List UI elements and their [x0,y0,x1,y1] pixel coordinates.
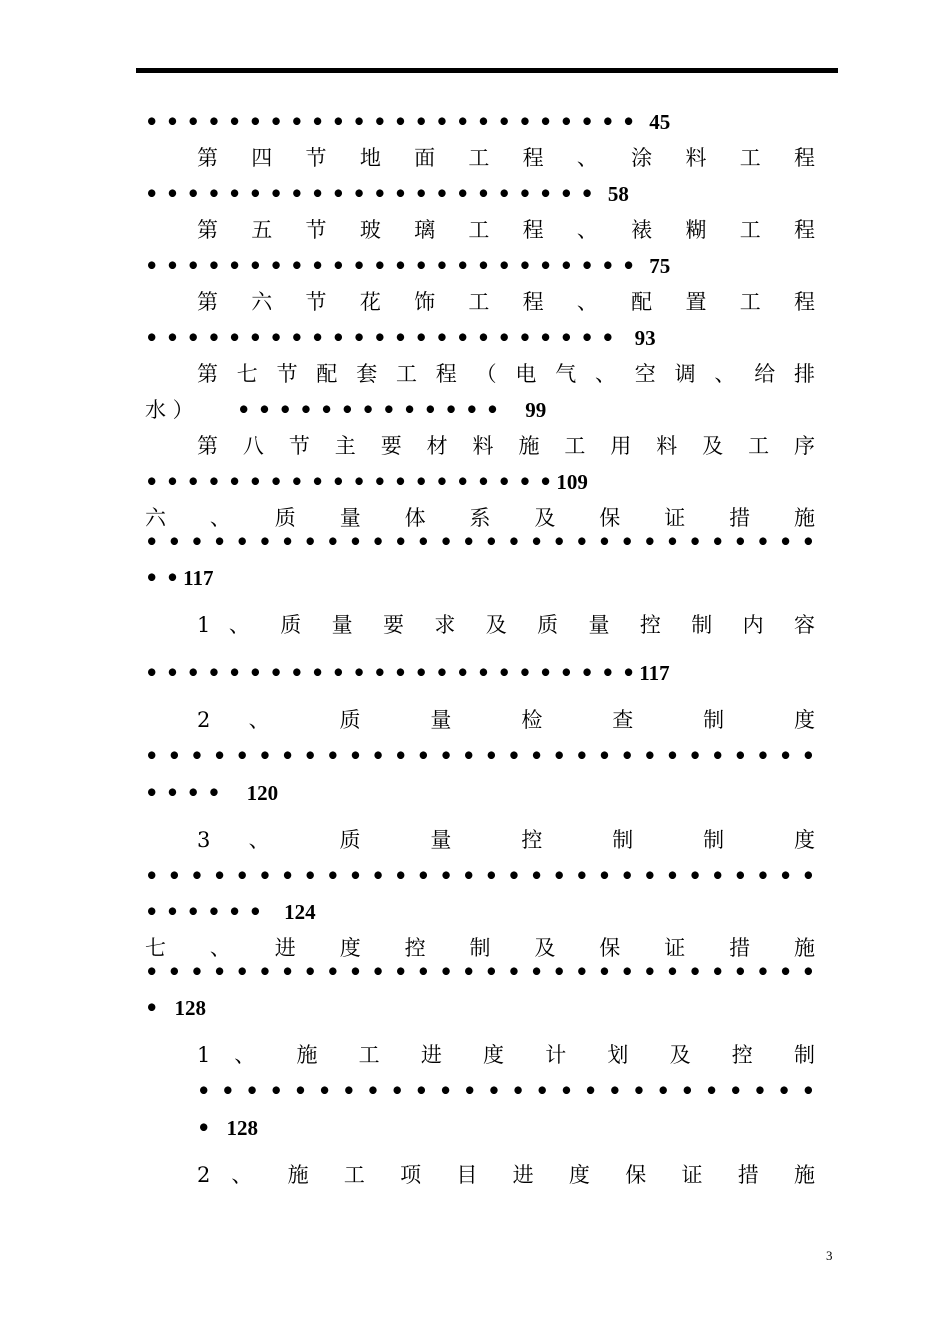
toc-entry-title: 1 、 质 量 要 求 及 质 量 控 制 内 容 [197,613,815,637]
toc-entry-title: 第 六 节 花 饰 工 程 、 配 置 工 程 [197,290,815,314]
toc-entry-section-6[interactable] [197,287,815,317]
leader-dots: • • • • • • • • • • • • • • • • • • • • • • • [145,325,615,350]
toc-entry-title: 2 、 质 量 检 查 制 度 [197,708,815,732]
leader-dots: • [197,1115,211,1140]
toc-entry-title: 第 四 节 地 面 工 程 、 涂 料 工 程 [197,146,815,170]
toc-entry-section-7[interactable] [197,359,815,389]
page-number: 3 [826,1248,833,1263]
toc-leader-line [145,527,815,557]
leader-dots: • [145,995,159,1020]
toc-page-number[interactable]: 128 [226,1116,258,1140]
leader-dots: • • • • • • • • • • • • • • • • • • • • • • • • [145,253,636,278]
toc-page-number[interactable]: 93 [634,326,656,350]
toc-leader-line [145,861,815,891]
toc-page-number[interactable]: 45 [649,110,671,134]
toc-entry-schedule-2[interactable] [197,1160,815,1190]
leader-dots: • • • • • • • • • • • • • • • • • • • • • • • • • • [197,1078,815,1103]
toc-entry-title: 第 八 节 主 要 材 料 施 工 用 料 及 工 序 [197,434,815,458]
toc-leader-line [145,107,815,137]
toc-page-number[interactable]: 117 [639,661,670,685]
toc-page-number[interactable]: 117 [183,566,214,590]
toc-entry-quality-2[interactable] [197,705,815,735]
leader-dots: • • • • • • • • • • • • • • • • • • • • • • • • [145,109,636,134]
toc-leader-line [197,1113,815,1143]
toc-page-number[interactable]: 99 [525,398,547,422]
toc-page-number[interactable]: 75 [649,254,671,278]
leader-dots: • • • • • • • • • • • • • • • • • • • • • • [145,181,594,206]
leader-dots: • • • • • • • • • • • • • • • • • • • • • • • • • • • • • • [145,743,815,768]
toc-entry-section-8[interactable] [197,431,815,461]
toc-leader-line [145,897,815,927]
leader-dots: • • • • • • • • • • • • • • • • • • • • [145,469,553,494]
toc-entry-section-5[interactable] [197,215,815,245]
toc-leader-line [145,251,815,281]
leader-dots: • • • • • • • • • • • • • • • • • • • • • • • • • • • • • • [145,529,815,554]
toc-entry-title: 七 、 进 度 控 制 及 保 证 措 施 [145,936,815,960]
toc-leader-line [145,778,815,808]
toc-entry-schedule-1[interactable] [197,1040,815,1070]
toc-entry-quality-3[interactable] [197,825,815,855]
leader-dots: • • • • • • • • • • • • • [237,397,500,422]
toc-page-number[interactable]: 124 [284,900,316,924]
toc-leader-line [145,993,815,1023]
toc-entry-title: 1 、 施 工 进 度 计 划 及 控 制 [197,1043,815,1067]
toc-leader-line [145,957,815,987]
toc-entry-section-4[interactable] [197,143,815,173]
toc-leader-line [145,563,815,593]
toc-leader-line [145,467,815,497]
toc-leader-line [197,1076,815,1106]
leader-dots: • • • • [145,780,221,805]
leader-dots: • • • • • • • • • • • • • • • • • • • • • • • • [145,660,636,685]
toc-entry-quality-1[interactable] [197,610,815,640]
toc-leader-line [145,395,815,425]
toc-entry-title: 第 七 节 配 套 工 程 （ 电 气 、 空 调 、 给 排 [197,362,815,386]
toc-entry-title: 第 五 节 玻 璃 工 程 、 裱 糊 工 程 [197,218,815,242]
toc-page-number[interactable]: 58 [607,182,629,206]
toc-leader-line [145,741,815,771]
leader-dots: • • • • • • • • • • • • • • • • • • • • • • • • • • • • • • [145,959,815,984]
toc-leader-line [145,323,815,353]
leader-dots: • • [145,565,180,590]
leader-dots: • • • • • • [145,899,263,924]
toc-entry-title: 3 、 质 量 控 制 制 度 [197,828,815,852]
toc-page-number[interactable]: 109 [556,470,588,494]
toc-entry-title-continued: 水 ） [145,398,194,422]
toc-entry-title: 六 、 质 量 体 系 及 保 证 措 施 [145,506,815,530]
toc-page-number[interactable]: 120 [246,781,279,805]
leader-dots: • • • • • • • • • • • • • • • • • • • • • • • • • • • • • • [145,863,815,888]
toc-entry-title: 2 、 施 工 项 目 进 度 保 证 措 施 [197,1163,815,1187]
header-rule [136,68,838,73]
toc-leader-line [145,179,815,209]
toc-leader-line [145,658,815,688]
toc-page-number[interactable]: 128 [174,996,206,1020]
